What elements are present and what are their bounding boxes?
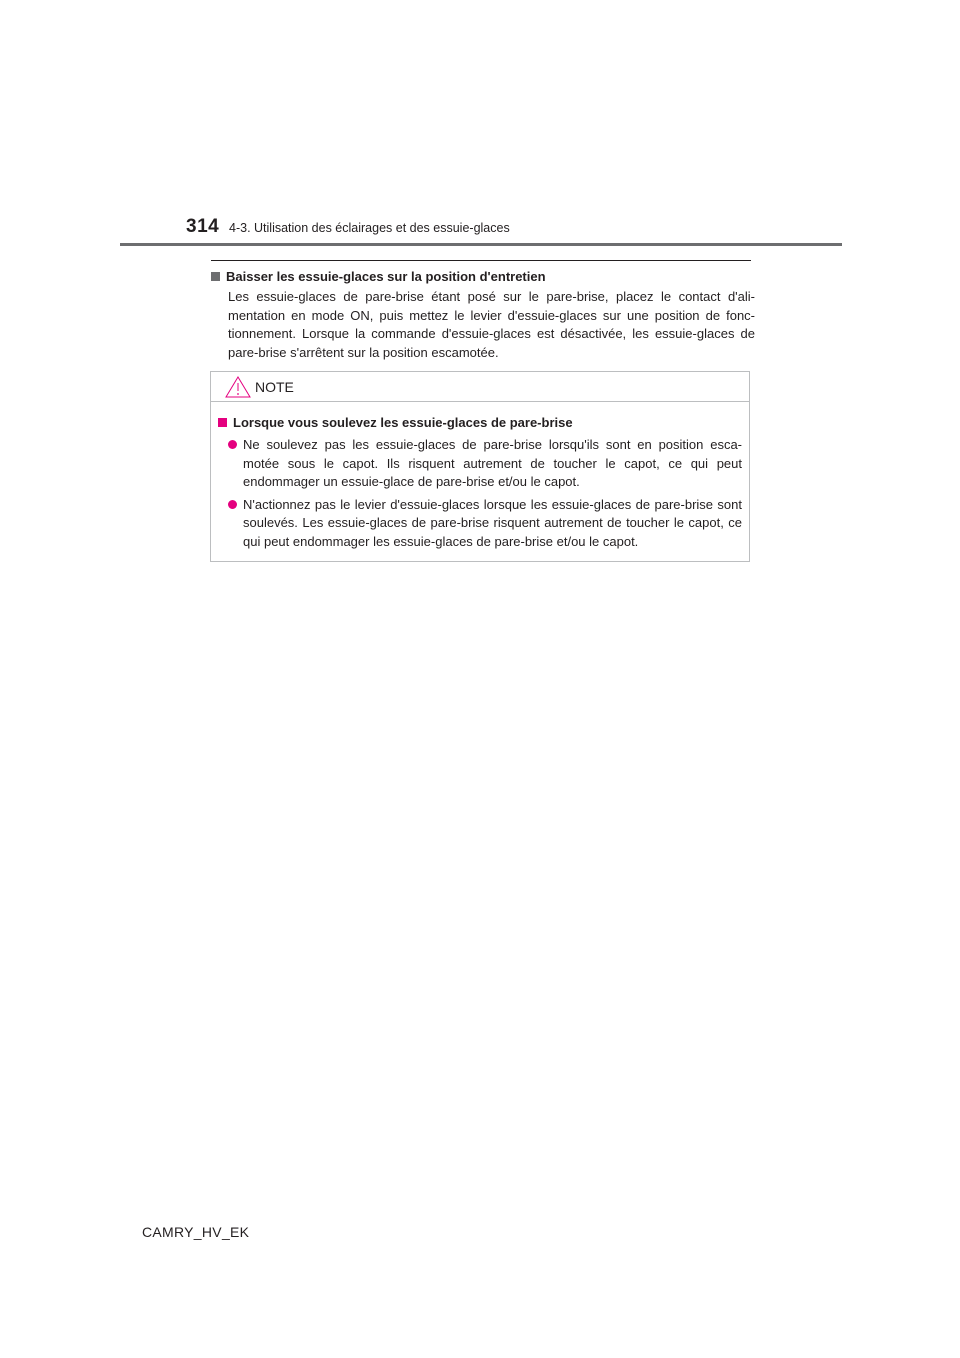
note-label: NOTE xyxy=(255,378,294,395)
page-number: 314 xyxy=(186,216,220,237)
note-heading xyxy=(218,414,742,432)
note-bullet xyxy=(218,436,742,492)
note-header xyxy=(211,372,749,402)
note-bullet xyxy=(218,496,742,552)
note-box xyxy=(210,371,750,562)
chapter-title: 4-3. Utilisation des éclairages et des essuie-glaces xyxy=(229,221,510,235)
circle-bullet-icon xyxy=(228,440,237,449)
note-bullet-text: Ne soulevez pas les essuie-glaces de pare-brise lorsqu'ils sont en position esca-motée sous le capot. Ils risquent autrement de toucher le capot, ce qui peut endommager un essuie-glace de pare-brise et/ou le capot. xyxy=(243,437,742,489)
square-bullet-icon xyxy=(211,272,220,281)
square-bullet-icon xyxy=(218,418,227,427)
warning-triangle-icon xyxy=(225,376,251,398)
section-heading-text: Baisser les essuie-glaces sur la position d'entretien xyxy=(226,269,546,284)
circle-bullet-icon xyxy=(228,500,237,509)
note-body xyxy=(211,402,749,551)
section-paragraph: Les essuie-glaces de pare-brise étant posé sur le pare-brise, placez le contact d'ali-mentation en mode ON, puis mettez le levier d'essuie-glaces sur une position de fonc-tionnement. Lorsque la commande d'essuie-glaces est désactivée, les essuie-glaces de pare-brise s'arrêtent sur la position escamotée. xyxy=(228,289,755,360)
section-rule xyxy=(211,260,751,261)
header-rule xyxy=(120,243,842,246)
section-heading xyxy=(211,268,751,286)
note-heading-text: Lorsque vous soulevez les essuie-glaces de pare-brise xyxy=(233,415,573,430)
maintenance-section xyxy=(211,268,755,362)
note-bullet-text: N'actionnez pas le levier d'essuie-glaces lorsque les essuie-glaces de pare-brise sont soulevés. Les essuie-glaces de pare-brise risquent autrement de toucher le capot, ce qui peut endommager les essuie-glaces de pare-brise et/ou le capot. xyxy=(243,496,742,549)
footer-model-code: CAMRY_HV_EK xyxy=(142,1224,250,1240)
